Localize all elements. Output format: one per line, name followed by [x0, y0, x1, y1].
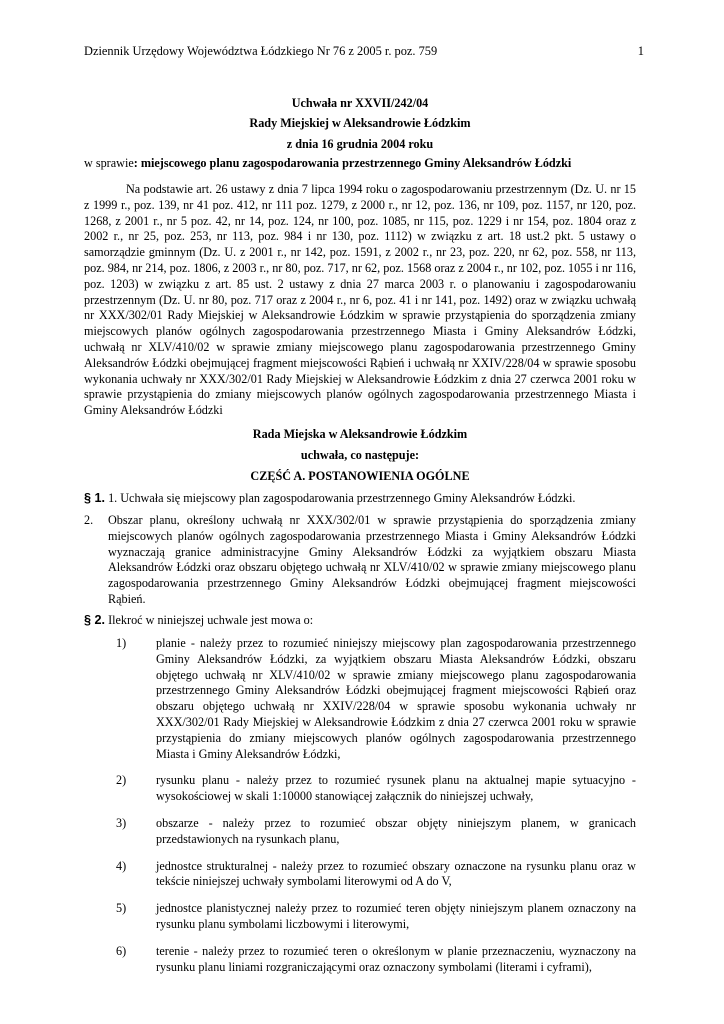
- journal-citation: Dziennik Urzędowy Województwa Łódzkiego Nr 76 z 2005 r. poz. 759: [84, 44, 438, 58]
- page-number: 1: [637, 44, 644, 58]
- section-1-mark: § 1.: [84, 491, 106, 505]
- section-1-text: 1. Uchwała się miejscowy plan zagospodarowania przestrzennego Gminy Aleksandrów Łódzki.: [105, 491, 576, 505]
- item-number: 1): [116, 636, 127, 650]
- subject-line: [84, 156, 664, 172]
- item-text: rysunku planu - należy przez to rozumieć rysunek planu na aktualnej mapie sytuacyjno - wysokościowej w skali 1:10000 stanowiącej załącznik do niniejszej uchwały,: [156, 773, 636, 804]
- resolution-date: z dnia 16 grudnia 2004 roku: [286, 137, 434, 151]
- list-item: [84, 901, 636, 933]
- item-number: 5): [116, 901, 127, 916]
- item-number: 6): [116, 943, 127, 958]
- item-number: 4): [116, 858, 127, 873]
- item-text: terenie - należy przez to rozumieć teren o określonym w planie przeznaczeniu, wyznaczony na rysunku planu liniami rozgraniczającymi oraz oznaczony symbolami (literami i cyframi),: [156, 943, 636, 974]
- paragraph-text: Obszar planu, określony uchwałą nr XXX/302/01 w sprawie przystąpienia do sporządzenia zmiany miejscowych planów ogólnych zagospodarowania przestrzennego Miasta i Gminy Aleksandrów Łódzki wyznaczają granice administracyjne Gminy Aleksandrów Łódzki za wyjątkiem obszaru Miasta Aleksandrów Łódzki oraz obszaru objętego uchwałą nr XLV/410/02 w sprawie zmiany miejscowego planu zagospodarowania przestrzennego Gminy Aleksandrów Łódzki obejmującej fragment miejscowości Rąbień.: [108, 513, 636, 606]
- section-1-paragraph-2: [84, 513, 636, 608]
- part-heading: CZĘŚĆ A. POSTANOWIENIA OGÓLNE: [250, 469, 470, 483]
- list-item: [84, 816, 636, 848]
- list-item: [84, 944, 636, 976]
- list-item: [84, 773, 636, 805]
- item-text: jednostce planistycznej należy przez to rozumieć teren objęty niniejszym planem oznaczony na rysunku planu symbolami liczbowymi i literowymi,: [156, 901, 636, 931]
- section-2-intro: [84, 613, 636, 629]
- item-number: 3): [116, 815, 127, 830]
- enactment-clause: uchwała, co następuje:: [300, 448, 420, 462]
- resolution-number: Uchwała nr XXVII/242/04: [291, 96, 429, 110]
- list-item: [84, 859, 636, 891]
- legal-basis-paragraph: Na podstawie art. 26 ustawy z dnia 7 lipca 1994 roku o zagospodarowaniu przestrzennym (Dz. U. nr 15 z 1999 r., poz. 139, nr 41 poz. 412, nr 111 poz. 1279, z 2000 r., nr 12, poz. 136, nr 109, poz. 1157, nr 120, poz. 1268, z 2001 r., nr 5 poz. 42, nr 14, poz. 124, nr 100, poz. 1085, nr 115, poz. 1229 i nr 154, poz. 1804 oraz z 2002 r., nr 25, poz. 253, nr 113, poz. 984 i nr 130, poz. 1112) w związku z art. 18 ust.2 pkt. 5 ustawy o samorządzie gminnym (Dz. U. z 2001 r., nr 142, poz. 1591, z 2002 r., nr 23, poz. 220, nr 62, poz. 558, nr 113, poz. 984, nr 214, poz. 1806, z 2003 r., nr 80, poz. 717, nr 62, poz. 1568 oraz z 2004 r., nr 102, poz. 1055 i nr 116, poz. 1203) w związku z art. 85 ust. 2 ustawy z dnia 27 marca 2003 r. o planowaniu i zagospodarowaniu przestrzennym (Dz. U. nr 80, poz. 717 oraz z 2004 r., nr 6, poz. 41 i nr 141, poz. 1492) oraz w związku uchwałą nr XXX/302/01 Rady Miejskiej w Aleksandrowie Łódzkim w sprawie przystąpienia do sporządzenia zmiany miejscowych planów ogólnych zagospodarowania przestrzennego Miasta i Gminy Aleksandrów Łódzki, uchwałą nr XLV/410/02 w sprawie zmiany miejscowego planu zagospodarowania przestrzennego Gminy Aleksandrów Łódzki obejmującej fragment miejscowości Rąbień i uchwałą nr XXIV/228/04 w sprawie sposobu wykonania uchwały nr XXX/302/01 Rady Miejskiej w Aleksandrowie Łódzkim z dnia 27 czerwca 2001 roku w sprawie przystąpienia do zmiany miejscowych planów ogólnych zagospodarowania przestrzennego Miasta i Gminy Aleksandrów Łódzki: [84, 182, 636, 418]
- section-2-text: Ilekroć w niniejszej uchwale jest mowa o:: [105, 613, 314, 627]
- paragraph-number: 2.: [84, 513, 94, 527]
- running-header: [84, 44, 644, 60]
- resolution-issuer: Rady Miejskiej w Aleksandrowie Łódzkim: [249, 116, 471, 130]
- item-text: planie - należy przez to rozumieć niniejszy miejscowy plan zagospodarowania przestrzennego Gminy Aleksandrów Łódzki, za wyjątkiem obszaru Miasta Aleksandrów Łódzki, obszaru objętego uchwałą nr XLV/410/02 w sprawie zmiany miejscowego planu zagospodarowania przestrzennego Gminy Aleksandrów Łódzki obejmującej fragment miejscowości Rąbień oraz obszaru objętego uchwałą nr XXIV/228/04 w sprawie sposobu wykonania uchwały nr XXX/302/01 Rady Miejskiej w Aleksandrowie Łódzkim z dnia 27 czerwca 2001 roku w sprawie przystąpienia do zmiany miejscowych planów ogólnych zagospodarowania przestrzennego Miasta i Gminy Aleksandrów Łódzki,: [156, 636, 636, 761]
- subject-prefix: w sprawie: [84, 156, 134, 170]
- definitions-list: [84, 636, 636, 986]
- council-heading: Rada Miejska w Aleksandrowie Łódzkim: [252, 427, 468, 441]
- list-item: [84, 636, 636, 762]
- section-2-mark: § 2.: [84, 613, 106, 627]
- item-number: 2): [116, 773, 127, 788]
- item-text: obszarze - należy przez to rozumieć obszar objęty niniejszym planem, w granicach przedstawionych na rysunkach planu,: [156, 815, 636, 846]
- section-1-paragraph-1: [84, 491, 636, 507]
- item-text: jednostce strukturalnej - należy przez to rozumieć obszary oznaczone na rysunku planu oraz w tekście niniejszej uchwały symbolami literowymi od A do V,: [156, 858, 636, 889]
- subject-text: : miejscowego planu zagospodarowania przestrzennego Gminy Aleksandrów Łódzki: [133, 156, 572, 170]
